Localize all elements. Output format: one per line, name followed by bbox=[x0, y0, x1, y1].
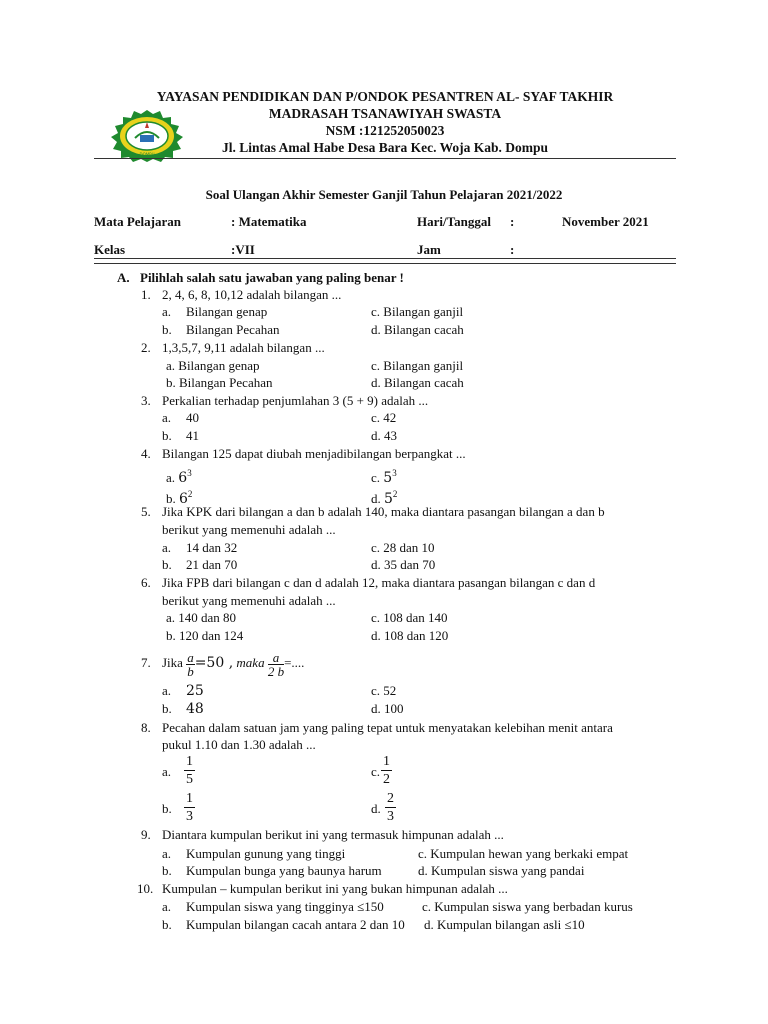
school-name: MADRASAH TSANAWIYAH SWASTA bbox=[268, 106, 502, 121]
option-c: c. 28 dan 10 bbox=[371, 540, 435, 555]
info-rule-2 bbox=[94, 263, 676, 264]
option-label: a. bbox=[162, 764, 172, 779]
option-a: Kumpulan gunung yang tinggi bbox=[186, 846, 346, 861]
question-text: 1,3,5,7, 9,11 adalah bilangan ... bbox=[162, 340, 325, 355]
power-base: 6 bbox=[178, 470, 188, 486]
option-label: b. bbox=[166, 491, 176, 506]
exam-title: Soal Ulangan Akhir Semester Ganjil Tahun Pelajaran 2021/2022 bbox=[205, 187, 563, 202]
hour-label: Jam bbox=[417, 242, 441, 257]
option-c: c. Bilangan ganjil bbox=[371, 358, 464, 373]
option-label: a. bbox=[162, 540, 172, 555]
option-b: 41 bbox=[186, 428, 199, 443]
option-label: a. bbox=[162, 846, 172, 861]
logo-bottom-text: DOMPU bbox=[139, 152, 155, 157]
question-text: Jika FPB dari bilangan c dan d adalah 12, maka diantara pasangan bilangan c dan d bbox=[162, 575, 596, 590]
option-c: c. 108 dan 140 bbox=[371, 610, 448, 625]
option-d: d. Bilangan cacah bbox=[371, 322, 464, 337]
option-label: d. bbox=[371, 801, 381, 816]
question-text: Jika KPK dari bilangan a dan b adalah 140, maka diantara pasangan bilangan a dan b bbox=[162, 504, 605, 519]
question-number: 8. bbox=[141, 720, 151, 735]
section-title: Pilihlah salah satu jawaban yang paling benar ! bbox=[140, 270, 404, 285]
question-number: 3. bbox=[141, 393, 151, 408]
option-b: b. Bilangan Pecahan bbox=[166, 375, 273, 390]
option-label: b. bbox=[162, 917, 172, 932]
option-label: a. bbox=[162, 304, 172, 319]
option-c: c. 42 bbox=[371, 410, 397, 425]
nsm-number: NSM :121252050023 bbox=[325, 123, 445, 138]
option-label: c. bbox=[371, 470, 381, 485]
subject-value: : Matematika bbox=[231, 214, 307, 229]
option-c: c. Bilangan ganjil bbox=[371, 304, 464, 319]
fraction-numerator: 1 bbox=[186, 791, 193, 806]
option-a: 14 dan 32 bbox=[186, 540, 238, 555]
option-c: c. 52 bbox=[371, 683, 397, 698]
option-a: Bilangan genap bbox=[186, 304, 268, 319]
option-label: b. bbox=[162, 557, 172, 572]
option-b: b. 120 dan 124 bbox=[166, 628, 244, 643]
fraction-denominator: 2 b bbox=[267, 663, 285, 679]
option-a-fraction bbox=[184, 753, 195, 788]
option-d: d. 100 bbox=[371, 701, 404, 716]
power-base: 5 bbox=[383, 470, 393, 486]
option-label: a. bbox=[166, 470, 176, 485]
fraction-numerator: a bbox=[187, 649, 194, 665]
option-label: b. bbox=[162, 863, 172, 878]
power-base: 6 bbox=[179, 491, 188, 507]
question-text: Bilangan 125 dapat diubah menjadibilangan berpangkat ... bbox=[162, 446, 466, 461]
option-d: d. Bilangan cacah bbox=[371, 375, 464, 390]
foundation-name: YAYASAN PENDIDIKAN DAN P/ONDOK PESANTREN AL- SYAF TAKHIR bbox=[156, 89, 614, 104]
option-d: d. 35 dan 70 bbox=[371, 557, 436, 572]
equation-tail: =.... bbox=[284, 655, 305, 670]
day-colon: : bbox=[510, 214, 515, 229]
question-text-cont: pukul 1.10 dan 1.30 adalah ... bbox=[162, 737, 316, 752]
option-d: d. 43 bbox=[371, 428, 397, 443]
power-exponent: 2 bbox=[187, 489, 193, 499]
question-text: Diantara kumpulan berikut ini yang termasuk himpunan adalah ... bbox=[162, 827, 504, 842]
option-label: a. bbox=[162, 410, 172, 425]
power-base: 5 bbox=[384, 491, 393, 507]
question-number: 9. bbox=[141, 827, 151, 842]
option-b: 21 dan 70 bbox=[186, 557, 238, 572]
question-text: 2, 4, 6, 8, 10,12 adalah bilangan ... bbox=[162, 287, 342, 302]
question-number: 5. bbox=[141, 504, 151, 519]
fraction-denominator: 2 bbox=[383, 772, 390, 787]
option-a: Kumpulan siswa yang tingginya ≤150 bbox=[186, 899, 384, 914]
option-a bbox=[166, 465, 192, 486]
option-label: b. bbox=[162, 801, 172, 816]
power-exponent: 3 bbox=[187, 468, 192, 478]
fraction-denominator: 3 bbox=[186, 809, 193, 824]
maka-word: maka bbox=[236, 655, 265, 670]
question-word: Jika bbox=[162, 655, 183, 670]
hour-colon: : bbox=[510, 242, 515, 257]
option-d: d. 108 dan 120 bbox=[371, 628, 449, 643]
fraction-denominator: b bbox=[187, 663, 194, 679]
question-number: 2. bbox=[141, 340, 151, 355]
option-a: 40 bbox=[186, 410, 199, 425]
fraction-denominator: 5 bbox=[186, 772, 193, 787]
option-a: 25 bbox=[186, 683, 204, 699]
option-d: d. Kumpulan siswa yang pandai bbox=[418, 863, 585, 878]
option-c-fraction bbox=[381, 753, 392, 788]
fraction-numerator: a bbox=[268, 651, 284, 665]
class-label: Kelas bbox=[94, 242, 126, 257]
question-number: 6. bbox=[141, 575, 151, 590]
option-c bbox=[371, 465, 397, 486]
question-text: Kumpulan – kumpulan berikut ini yang bukan himpunan adalah ... bbox=[162, 881, 508, 896]
day-label: Hari/Tanggal bbox=[417, 214, 491, 229]
question-number: 1. bbox=[141, 287, 151, 302]
question-text bbox=[162, 646, 304, 680]
day-value: November 2021 bbox=[562, 214, 649, 229]
school-address: Jl. Lintas Amal Habe Desa Bara Kec. Woja Kab. Dompu bbox=[221, 140, 549, 155]
option-d-fraction bbox=[385, 790, 396, 825]
option-b: 48 bbox=[186, 701, 204, 717]
option-a: a. Bilangan genap bbox=[166, 358, 260, 373]
question-number: 7. bbox=[141, 655, 151, 670]
fraction-numerator: 1 bbox=[186, 754, 193, 769]
option-d: d. Kumpulan bilangan asli ≤10 bbox=[424, 917, 585, 932]
section-letter: A. bbox=[117, 270, 130, 285]
option-label: d. bbox=[371, 491, 381, 506]
class-value: :VII bbox=[231, 242, 255, 257]
option-c: c. Kumpulan siswa yang berbadan kurus bbox=[422, 899, 633, 914]
option-label: b. bbox=[162, 322, 172, 337]
fraction-numerator: 2 bbox=[387, 791, 394, 806]
option-b: Bilangan Pecahan bbox=[186, 322, 280, 337]
question-text-cont: berikut yang memenuhi adalah ... bbox=[162, 522, 336, 537]
info-rule-1 bbox=[94, 258, 676, 259]
option-b: Kumpulan bilangan cacah antara 2 dan 10 bbox=[186, 917, 405, 932]
fraction-a-over-2b bbox=[268, 651, 284, 678]
power-exponent: 2 bbox=[392, 489, 398, 499]
question-text-cont: berikut yang memenuhi adalah ... bbox=[162, 593, 336, 608]
subject-label: Mata Pelajaran bbox=[94, 214, 182, 229]
option-label: b. bbox=[162, 701, 172, 716]
fraction-numerator: 1 bbox=[383, 754, 390, 769]
question-text: Perkalian terhadap penjumlahan 3 (5 + 9) adalah ... bbox=[162, 393, 429, 408]
option-label: a. bbox=[162, 683, 172, 698]
question-number: 4. bbox=[141, 446, 151, 461]
power-exponent: 3 bbox=[392, 468, 397, 478]
fraction-denominator: 3 bbox=[387, 809, 394, 824]
question-text: Pecahan dalam satuan jam yang paling tepat untuk menyatakan kelebihan menit antara bbox=[162, 720, 613, 735]
fraction-a-over-b bbox=[186, 651, 195, 678]
option-a: a. 140 dan 80 bbox=[166, 610, 237, 625]
equation-value: =50 , bbox=[194, 655, 234, 671]
option-label: a. bbox=[162, 899, 172, 914]
option-b: Kumpulan bunga yang baunya harum bbox=[186, 863, 382, 878]
option-b-fraction bbox=[184, 790, 195, 825]
header-divider bbox=[94, 158, 676, 159]
option-c: c. Kumpulan hewan yang berkaki empat bbox=[418, 846, 629, 861]
option-label: b. bbox=[162, 428, 172, 443]
option-label: c. bbox=[371, 764, 381, 779]
question-number: 10. bbox=[137, 881, 154, 896]
